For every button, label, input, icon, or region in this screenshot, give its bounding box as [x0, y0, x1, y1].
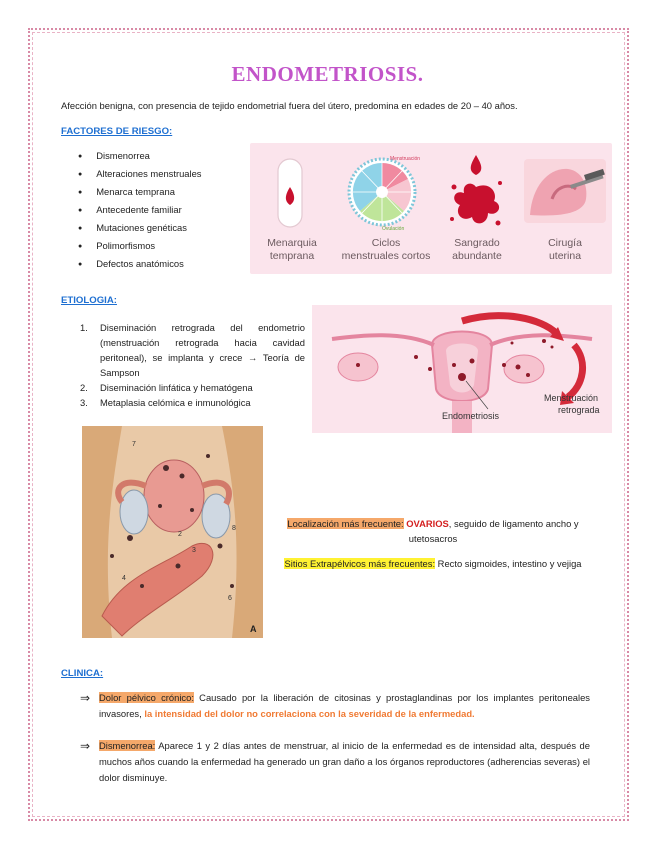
- svg-text:6: 6: [228, 595, 232, 602]
- risk-item: ● Polimorfismos: [78, 238, 202, 256]
- svg-text:retrograda: retrograda: [558, 405, 600, 415]
- caption-uterine-surgery: Cirugía uterina: [548, 237, 582, 262]
- svg-text:4: 4: [122, 575, 126, 582]
- svg-text:8: 8: [232, 525, 236, 532]
- svg-text:Menstruación: Menstruación: [544, 393, 599, 403]
- clinic-item-dysmenorrhea: ⇒ Dismenorrea: Aparece 1 y 2 días antes de menstruar, al inicio de la enfermedad es de intensidad alta, después de muchos años cuando la enfermedad ha generado un gran daño a los órganos reproductores (adherencias severas) el dolor disminuye.: [80, 739, 590, 783]
- risk-item: ● Dismenorrea: [78, 148, 202, 166]
- pelvic-anatomy-illustration: [82, 426, 263, 638]
- page-title: ENDOMETRIOSIS.: [231, 62, 424, 86]
- risk-item: ● Alteraciones menstruales: [78, 166, 202, 184]
- arrow-icon: ⇒: [80, 691, 91, 705]
- risk-list: [78, 148, 202, 274]
- cycle-wheel-icon: [342, 151, 422, 233]
- retrograde-menstruation-diagram: [312, 305, 612, 433]
- intro-text: Afección benigna, con presencia de tejido endometrial fuera del útero, predomina en edades de 20 – 40 años.: [61, 100, 518, 111]
- clinic-item-chronic-pain: ⇒ Dolor pélvico crónico: Causado por la liberación de citosinas y prostaglandinas por los implantes peritoneales invasores, la intensidad del dolor no correlaciona con la severidad de la enfermedad.: [80, 691, 590, 719]
- svg-text:3: 3: [192, 547, 196, 554]
- svg-text:Endometriosis: Endometriosis: [442, 411, 500, 421]
- etiology-heading: ETIOLOGIA:: [61, 295, 117, 306]
- pelvis-drawing: [82, 426, 263, 638]
- uterus-illustration: [312, 305, 612, 433]
- risk-heading: FACTORES DE RIESGO:: [61, 126, 173, 137]
- risk-item: ● Mutaciones genéticas: [78, 220, 202, 238]
- uterine-surgery-icon: [522, 155, 608, 227]
- risk-item: ● Menarca temprana: [78, 184, 202, 202]
- clinic-heading: CLINICA:: [61, 668, 104, 679]
- svg-text:Menstruación: Menstruación: [390, 156, 421, 162]
- risk-item: ● Defectos anatómicos: [78, 256, 202, 274]
- svg-text:7: 7: [132, 441, 136, 448]
- etiology-item: 3. Metaplasia celómica e inmunológica: [80, 397, 251, 408]
- etiology-item: 2. Diseminación linfática y hematógena: [80, 382, 253, 393]
- blood-splash-icon: [446, 153, 506, 231]
- etiology-list: [80, 320, 305, 410]
- frequent-location-text: Localización más frecuente: OVARIOS, seguido de ligamento ancho y utetosacros: [287, 518, 579, 544]
- risk-item: ● Antecedente familiar: [78, 202, 202, 220]
- arrow-icon: ⇒: [80, 739, 91, 753]
- svg-text:A: A: [250, 624, 257, 634]
- caption-short-cycles: Ciclos menstruales cortos: [341, 237, 431, 262]
- risk-factors-illustration: [250, 143, 612, 274]
- svg-text:2: 2: [178, 531, 182, 538]
- svg-text:Ovulación: Ovulación: [382, 226, 405, 232]
- caption-menarche: Menarquia temprana: [267, 237, 317, 262]
- etiology-item: 1. Diseminación retrograda del endometrio (menstruación retrograda hacia cavidad peritoneal), se implanta y crece → Teoría de Sampson: [80, 322, 305, 378]
- caption-heavy-bleeding: Sangrado abundante: [452, 237, 502, 262]
- extrapelvic-sites-text: Sitios Extrapélvicos más frecuentes: Recto sigmoides, intestino y vejiga: [284, 558, 582, 569]
- sanitary-pad-icon: [270, 157, 310, 229]
